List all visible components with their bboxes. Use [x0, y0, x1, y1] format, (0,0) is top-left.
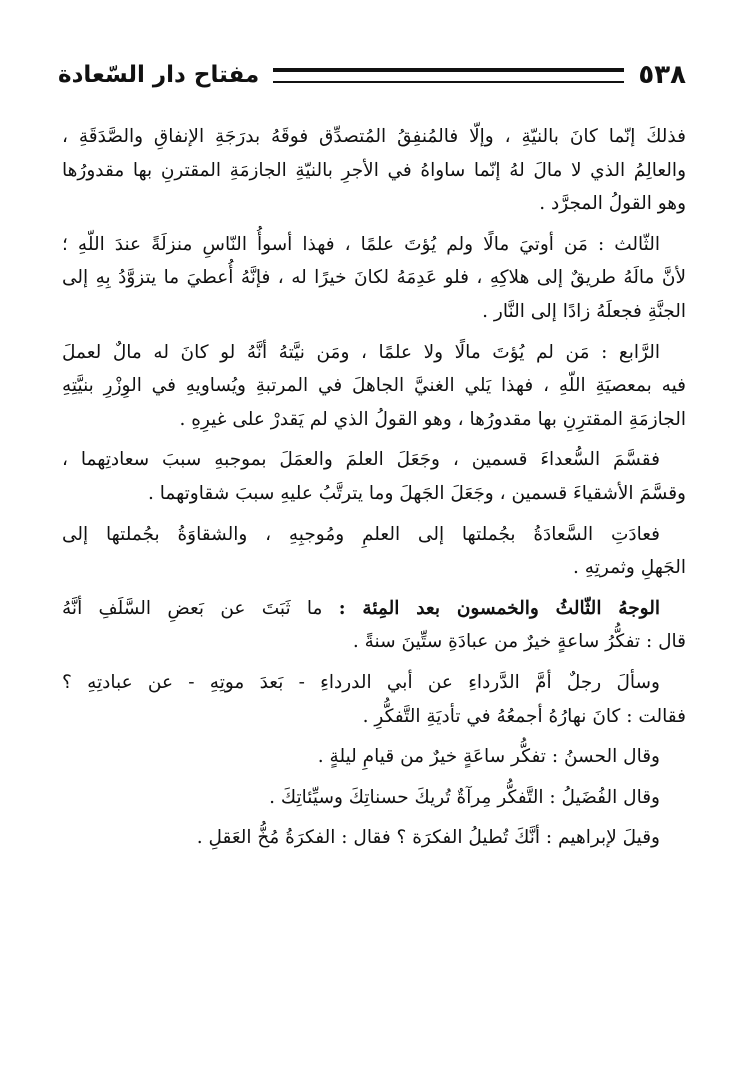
text-line: والعالِمُ الذي لا مالَ لهُ إنّما ساواهُ في الأجرِ بالنيّةِ الجازمَةِ المقترنِ بها مقدورُها: [62, 159, 686, 181]
text-line: فيه بمعصيَةِ اللّهِ ، فهذا يَلي الغنيَّ الجاهلَ في المرتبةِ ويُساويهِ في الوِزْرِ بنيَّتِهِ: [62, 375, 686, 397]
text-line: الجازمَةِ المقترِنِ بها مقدورُها ، وهو القولُ الذي لم يَقدرْ على غيرِهِ .: [179, 408, 686, 430]
text-line: وقال الحسنُ : تفكُّر ساعَةٍ خيرٌ من قيامِ ليلةٍ .: [317, 746, 660, 768]
text-line: وهو القولُ المجرَّد .: [539, 193, 686, 215]
text-line: فعادَتِ السَّعادَةُ بجُملتها إلى العلمِ ومُوجبِهِ ، والشقاوَةُ بجُملتها إلى: [62, 523, 660, 545]
page-number: ٥٣٨: [638, 60, 686, 90]
text-line: لأنَّ مالَهُ طريقٌ إلى هلاكِهِ ، فلو عَدِمَهُ لكانَ خيرًا له ، فإنَّهُ أُعطيَ ما يتزوَّدُ بِهِ إلى: [62, 267, 686, 289]
text-line: وسألَ رجلٌ أمَّ الدَّرداءِ عن أبي الدرداءِ - بَعدَ موتِهِ - عن عبادتِهِ ؟: [62, 671, 660, 693]
text-line: وقيلَ لإبراهيم : أنَّكَ تُطيلُ الفكرَة ؟ فقال : الفكرَةُ مُخُّ العَقلِ .: [196, 827, 660, 849]
page-body-text: [62, 120, 686, 855]
page-header: [58, 56, 686, 94]
text-line: وقسَّمَ الأشقياءَ قسمين ، وجَعَلَ الجَهلَ وما يترتَّبُ عليهِ سببَ شقاوتهما .: [148, 482, 686, 504]
text-line: فقالت : كانَ نهارُهُ أجمعُهُ في تأديَةِ التَّفكُّرِ .: [362, 705, 686, 727]
text-line: الثّالث : مَن أوتيَ مالًا ولم يُؤتَ علمًا ، فهذا أسوأُ النّاسِ منزلَةً عندَ اللّهِ ؛: [62, 233, 660, 255]
text-line: الجَهلِ وثمرتِهِ .: [573, 557, 686, 579]
running-title: مفتاح دار السّعادة: [58, 61, 260, 88]
header-double-rule: [273, 68, 624, 83]
text-line: قال : تفكُّرُ ساعةٍ خيرٌ من عبادَةِ ستِّينَ سنةً .: [352, 631, 686, 653]
text-line: فقسَّمَ السُّعداءَ قسمين ، وجَعَلَ العلمَ والعمَلَ بموجبهِ سببَ سعادتِهما ،: [62, 449, 660, 471]
text-line: وقال الفُضَيلُ : التَّفكُّر مِرآةٌ تُريكَ حسناتِكَ وسيِّئاتِكَ .: [269, 786, 660, 808]
text-line: [62, 592, 686, 626]
text-line: فذلكَ إنّما كانَ بالنيّةِ ، وإلّا فالمُنفِقُ المُتصدِّق فوقَهُ بدرَجَةِ الإنفاقِ والصَّدَقَةِ ،: [62, 126, 686, 147]
heading-continuation: ما ثَبَتَ عن بَعضِ السَّلَفِ أنَّهُ: [62, 597, 339, 619]
text-line: الرَّابع : مَن لم يُؤتَ مالًا ولا علمًا ، ومَن نيَّتهُ أنَّهُ لو كانَ له مالٌ لعملَ: [62, 341, 660, 363]
section-heading: الوجهُ الثّالثُ والخمسون بعد المِئة :: [338, 597, 660, 619]
text-line: الجنَّةِ فجعلَهُ زادًا إلى النَّار .: [482, 300, 686, 322]
